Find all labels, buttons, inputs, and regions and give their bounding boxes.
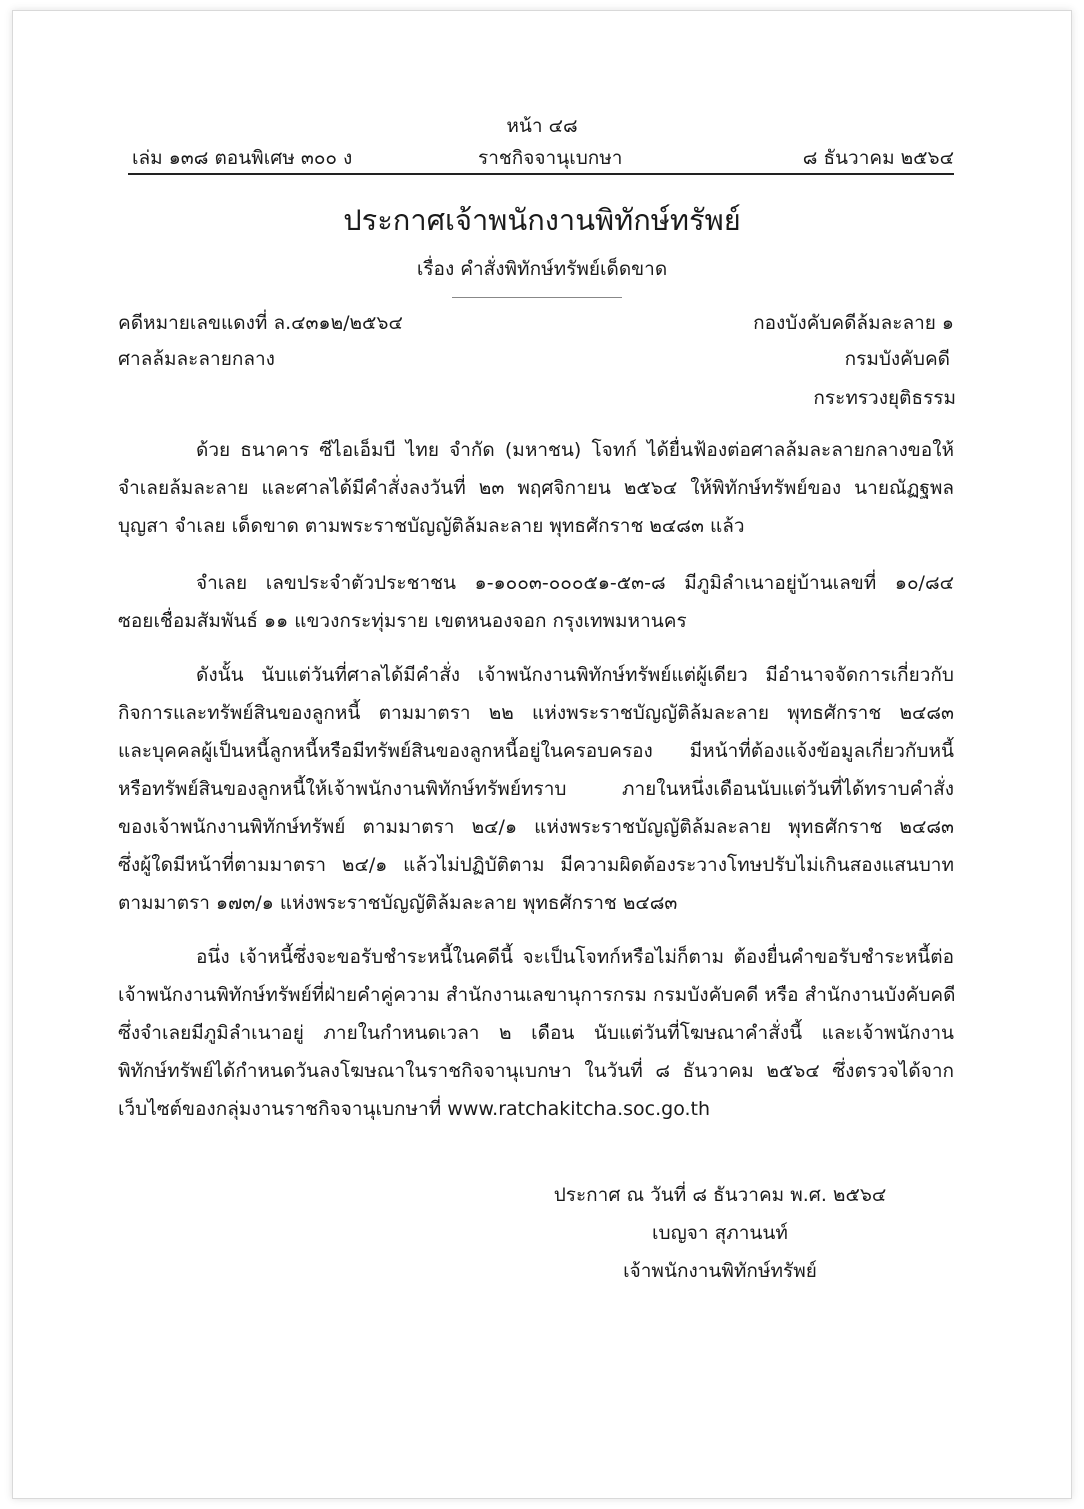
header-rule xyxy=(128,173,954,175)
office-division: กองบังคับคดีล้มละลาย ๑ xyxy=(753,312,954,334)
announcement-subject: เรื่อง คำสั่งพิทักษ์ทรัพย์เด็ดขาด xyxy=(416,258,668,280)
paragraph-4 xyxy=(118,938,954,1128)
paragraph-line: เจ้าพนักงานพิทักษ์ทรัพย์ที่ฝ่ายคำคู่ความ สำนักงานเลขานุการกรม กรมบังคับคดี หรือ สำนักงานบังคับคดี xyxy=(118,984,956,1006)
volume-info: เล่ม ๑๓๘ ตอนพิเศษ ๓๐๐ ง xyxy=(132,147,353,169)
paragraph-line: ตามมาตรา ๑๗๓/๑ แห่งพระราชบัญญัติล้มละลาย พุทธศักราช ๒๔๘๓ xyxy=(118,892,678,914)
paragraph-line: พิทักษ์ทรัพย์ได้กำหนดวันลงโฆษณาในราชกิจจานุเบกษา ในวันที่ ๘ ธันวาคม ๒๕๖๔ ซึ่งตรวจได้จาก xyxy=(118,1060,954,1082)
paragraph-line: บุญสา จำเลย เด็ดขาด ตามพระราชบัญญัติล้มละลาย พุทธศักราช ๒๔๘๓ แล้ว xyxy=(118,515,745,537)
paragraph-line: อนึ่ง เจ้าหนี้ซึ่งจะขอรับชำระหนี้ในคดีนี้ จะเป็นโจทก์หรือไม่ก็ตาม ต้องยื่นคำขอรับชำระหนี้ต่อ xyxy=(196,946,954,968)
court-name: ศาลล้มละลายกลาง xyxy=(118,348,275,370)
publication-name: ราชกิจจานุเบกษา xyxy=(478,147,623,169)
paragraph-line: ของเจ้าพนักงานพิทักษ์ทรัพย์ ตามมาตรา ๒๔/๑ แห่งพระราชบัญญัติล้มละลาย พุทธศักราช ๒๔๘๓ xyxy=(118,816,954,838)
paragraph-2 xyxy=(118,564,954,640)
paragraph-line: ซอยเชื่อมสัมพันธ์ ๑๑ แขวงกระทุ่มราย เขตหนองจอก กรุงเทพมหานคร xyxy=(118,610,687,632)
case-number: คดีหมายเลขแดงที่ ล.๔๓๑๒/๒๕๖๔ xyxy=(118,312,403,334)
paragraph-3 xyxy=(118,656,954,922)
signatory-name: เบญจา สุภานนท์ xyxy=(652,1222,788,1244)
paragraph-line: จำเลย เลขประจำตัวประชาชน ๑-๑๐๐๓-๐๐๐๕๑-๕๓-๘ มีภูมิลำเนาอยู่บ้านเลขที่ ๑๐/๘๔ xyxy=(196,572,954,594)
paragraph-line: ซึ่งผู้ใดมีหน้าที่ตามมาตรา ๒๔/๑ แล้วไม่ปฏิบัติตาม มีความผิดต้องระวางโทษปรับไม่เกินสองแสนบาท xyxy=(118,854,954,876)
paragraph-line: เว็บไซต์ของกลุ่มงานราชกิจจานุเบกษาที่ www.ratchakitcha.soc.go.th xyxy=(118,1098,711,1120)
paragraph-line: หรือทรัพย์สินของลูกหนี้ให้เจ้าพนักงานพิทักษ์ทรัพย์ทราบ ภายในหนึ่งเดือนนับแต่วันที่ได้ทราบคำสั่ง xyxy=(118,778,954,800)
paragraph-line: ดังนั้น นับแต่วันที่ศาลได้มีคำสั่ง เจ้าพนักงานพิทักษ์ทรัพย์แต่ผู้เดียว มีอำนาจจัดการเกี่ยวกับ xyxy=(196,664,954,686)
paragraph-line: ซึ่งจำเลยมีภูมิลำเนาอยู่ ภายในกำหนดเวลา ๒ เดือน นับแต่วันที่โฆษณาคำสั่งนี้ และเจ้าพนักงาน xyxy=(118,1022,954,1044)
title-divider xyxy=(452,297,622,298)
paragraph-1 xyxy=(118,431,954,545)
office-department: กรมบังคับคดี xyxy=(844,348,950,370)
paragraph-line: จำเลยล้มละลาย และศาลได้มีคำสั่งลงวันที่ ๒๓ พฤศจิกายน ๒๕๖๔ ให้พิทักษ์ทรัพย์ของ นายณัฏฐพล xyxy=(118,477,954,499)
paragraph-line: และบุคคลผู้เป็นหนี้ลูกหนี้หรือมีทรัพย์สินของลูกหนี้อยู่ในครอบครอง มีหน้าที่ต้องแจ้งข้อมูลเกี่ยวกับหนี้ xyxy=(118,740,954,762)
signatory-position: เจ้าพนักงานพิทักษ์ทรัพย์ xyxy=(623,1260,817,1282)
header-date: ๘ ธันวาคม ๒๕๖๔ xyxy=(802,147,954,169)
page-number: หน้า ๔๘ xyxy=(506,115,578,137)
signature-block xyxy=(540,1176,900,1290)
announcement-date: ประกาศ ณ วันที่ ๘ ธันวาคม พ.ศ. ๒๕๖๔ xyxy=(553,1184,887,1206)
announcement-title: ประกาศเจ้าพนักงานพิทักษ์ทรัพย์ xyxy=(343,203,741,237)
office-ministry: กระทรวงยุติธรรม xyxy=(813,387,956,409)
paragraph-line: กิจการและทรัพย์สินของลูกหนี้ ตามมาตรา ๒๒ แห่งพระราชบัญญัติล้มละลาย พุทธศักราช ๒๔๘๓ xyxy=(118,702,954,724)
paragraph-line: ด้วย ธนาคาร ซีไอเอ็มบี ไทย จำกัด (มหาชน) โจทก์ ได้ยื่นฟ้องต่อศาลล้มละลายกลางขอให้ xyxy=(196,439,954,461)
